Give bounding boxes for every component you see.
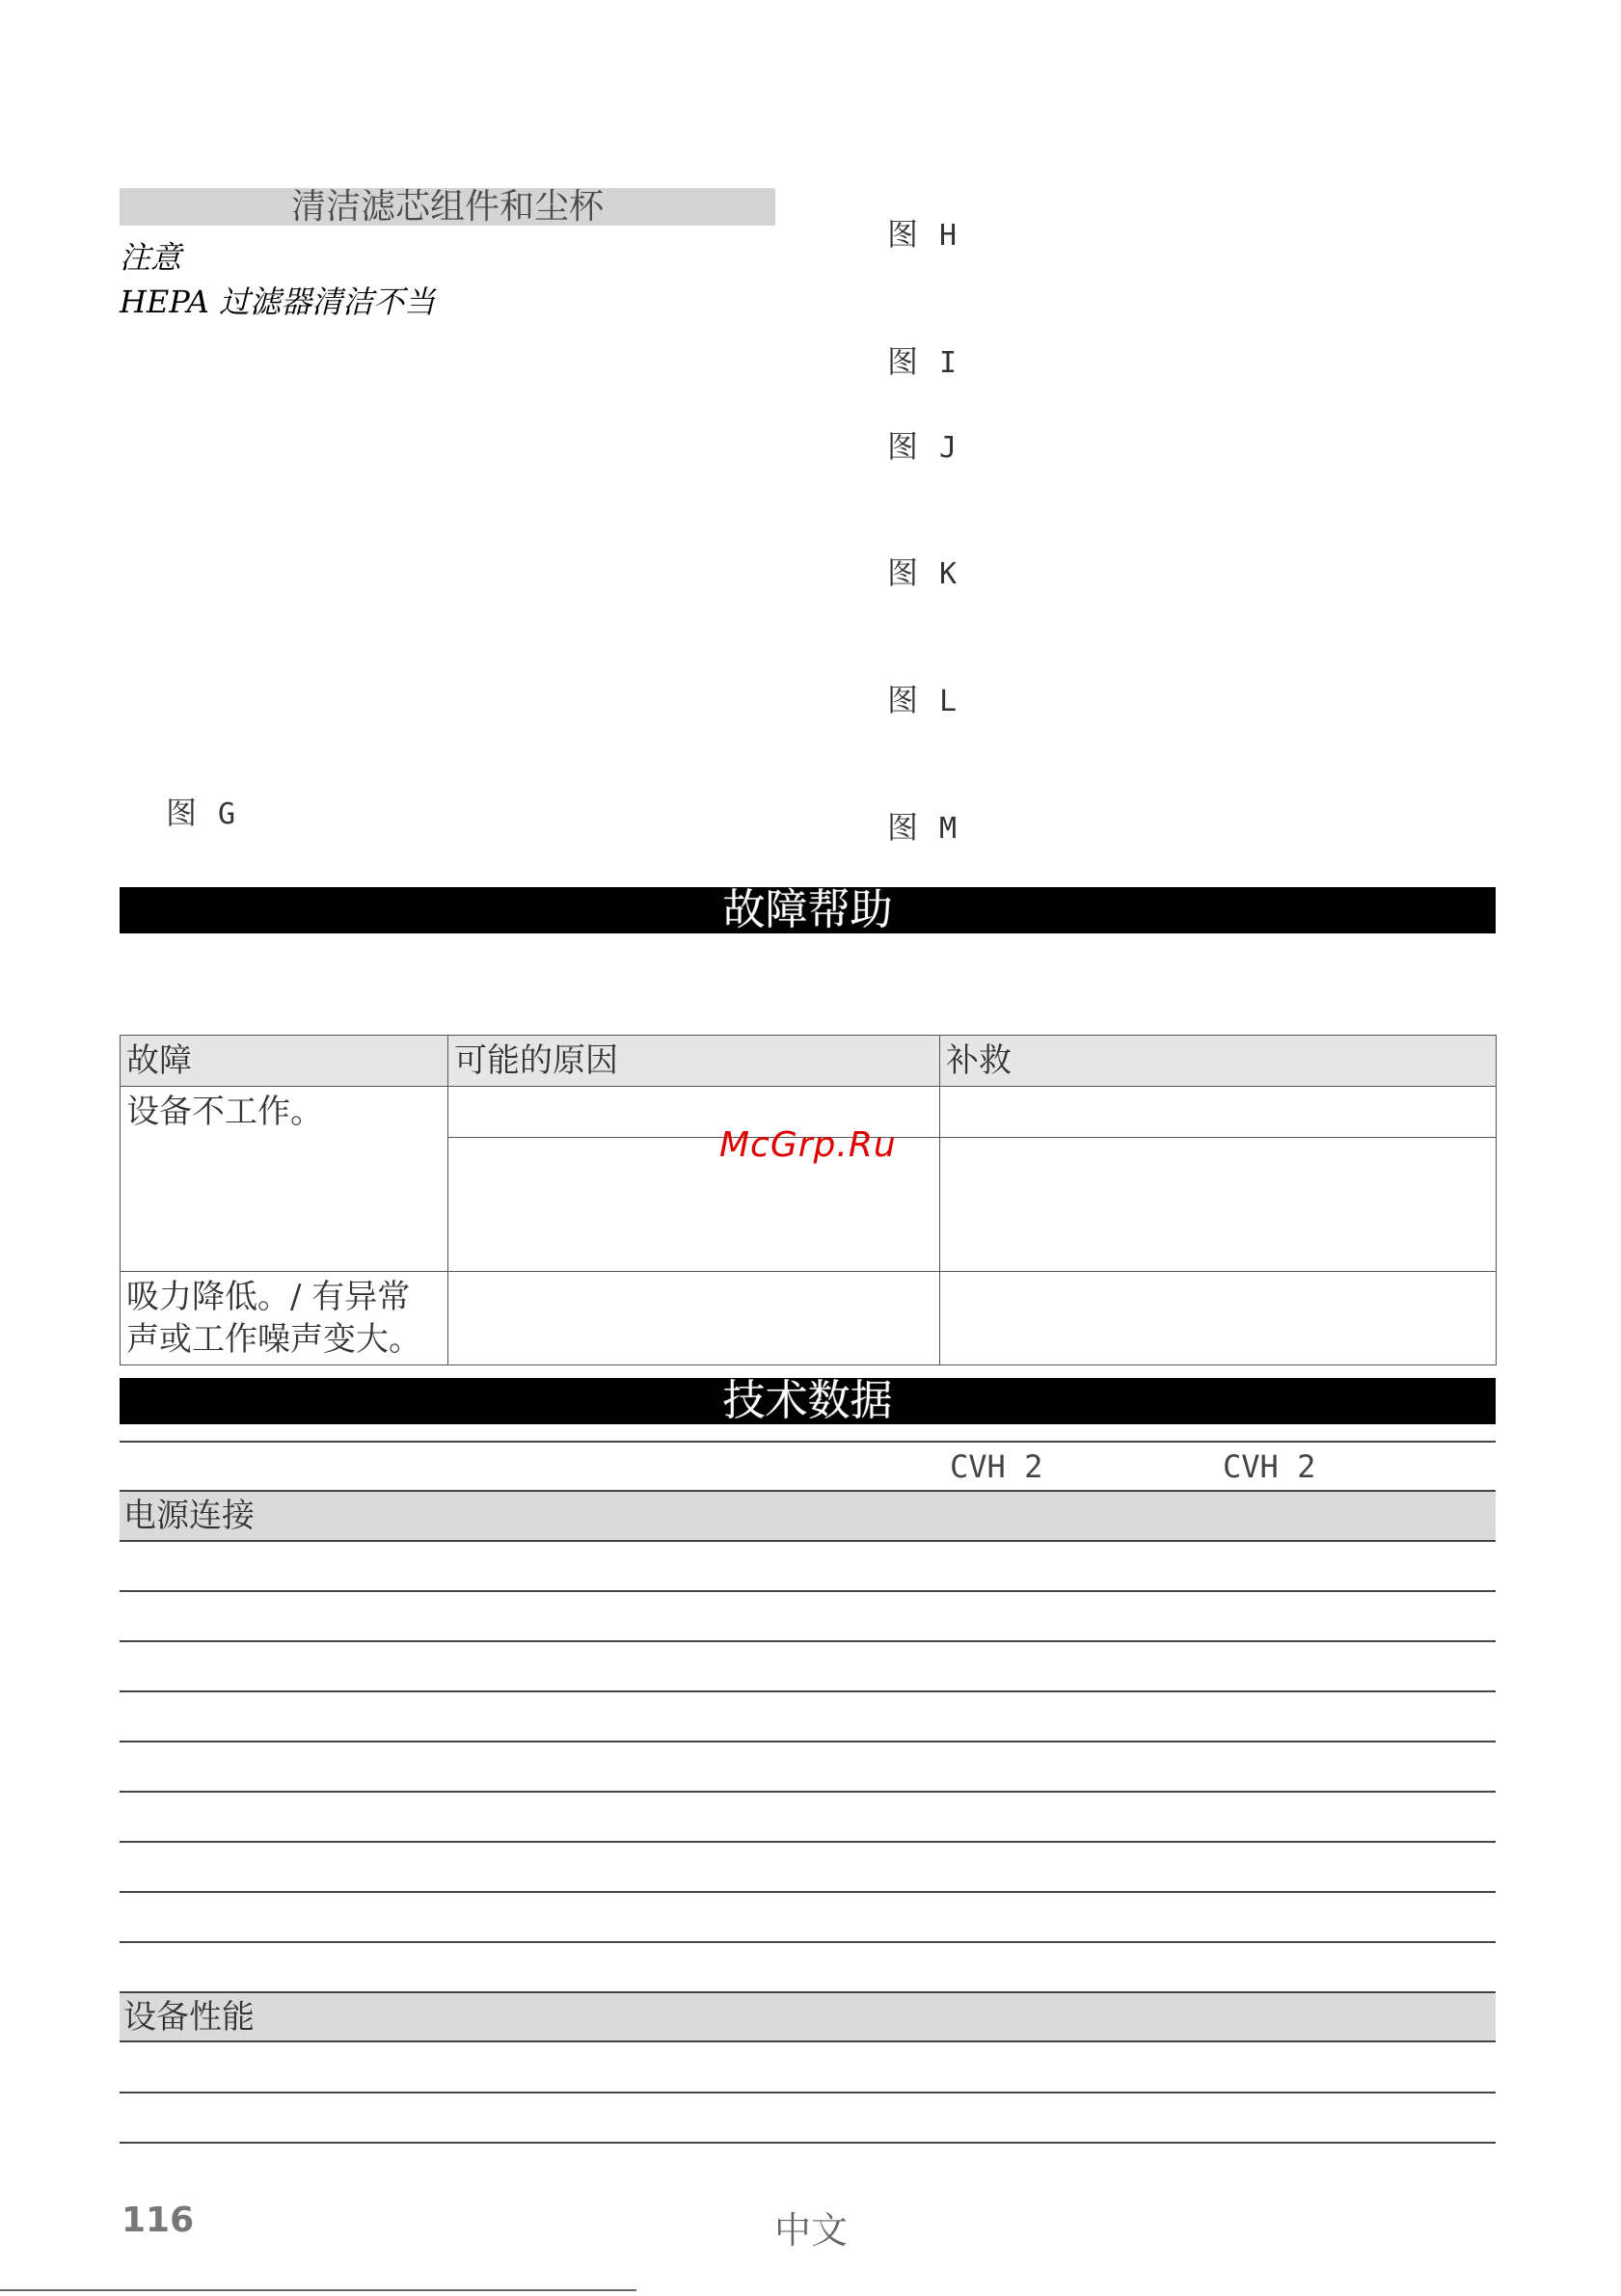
fault-cell: 吸力降低。/ 有异常声或工作噪声变大。 <box>121 1272 448 1365</box>
figure-ref-l <box>887 676 957 720</box>
figure-label: 图 <box>887 428 919 465</box>
figure-letter: L <box>939 685 958 718</box>
figure-label: 图 <box>166 795 198 831</box>
figure-label: 图 <box>887 343 919 380</box>
header-fault: 故障 <box>121 1036 448 1087</box>
cause-cell <box>448 1272 940 1365</box>
section-title-cleaning: 清洁滤芯组件和尘杯 <box>120 188 775 226</box>
figure-ref-g <box>166 789 235 833</box>
remedy-cell <box>940 1272 1497 1365</box>
figure-letter: J <box>939 431 958 465</box>
table-row <box>121 1272 1497 1365</box>
figure-letter: K <box>939 557 958 591</box>
model-column-1: CVH 2 <box>950 1448 1043 1485</box>
figure-label: 图 <box>887 216 919 253</box>
note-label: 注意 <box>120 239 182 276</box>
figure-ref-m <box>887 803 957 848</box>
figure-letter: H <box>939 219 958 253</box>
divider <box>120 2040 1496 2042</box>
header-cause: 可能的原因 <box>448 1036 940 1087</box>
note-text: HEPA 过滤器清洁不当 <box>120 284 436 320</box>
section-title-troubleshooting <box>120 887 1496 933</box>
group-power-connection: 电源连接 <box>120 1492 1496 1540</box>
divider <box>120 2092 1496 2093</box>
table-header-row <box>121 1036 1497 1087</box>
divider <box>120 1690 1496 1692</box>
section-title-text: 技术数据 <box>722 1376 893 1425</box>
section-title-text: 故障帮助 <box>722 885 893 934</box>
section-title-tech-data <box>120 1378 1496 1424</box>
figure-letter: M <box>939 812 958 846</box>
language-label: 中文 <box>774 2209 849 2252</box>
figure-label: 图 <box>887 554 919 591</box>
watermark: McGrp.Ru <box>719 1125 897 1165</box>
divider <box>120 2142 1496 2144</box>
figure-letter: G <box>218 797 236 831</box>
bottom-rule <box>0 2289 636 2291</box>
figure-ref-j <box>887 422 957 467</box>
header-remedy: 补救 <box>940 1036 1497 1087</box>
page-number: 116 <box>122 2201 195 2240</box>
divider <box>120 1441 1496 1443</box>
divider <box>120 1540 1496 1542</box>
figure-ref-k <box>887 549 957 593</box>
divider <box>120 1741 1496 1742</box>
remedy-cell <box>940 1087 1497 1138</box>
divider <box>120 1590 1496 1592</box>
figure-ref-h <box>887 210 957 255</box>
troubleshooting-table <box>120 1035 1497 1365</box>
model-column-2: CVH 2 <box>1223 1448 1316 1485</box>
figure-ref-i <box>887 338 957 382</box>
divider <box>120 1941 1496 1943</box>
divider <box>120 1841 1496 1843</box>
divider <box>120 1891 1496 1893</box>
figure-label: 图 <box>887 682 919 718</box>
figure-label: 图 <box>887 809 919 846</box>
divider <box>120 1791 1496 1793</box>
group-performance: 设备性能 <box>120 1993 1496 2040</box>
figure-letter: I <box>939 346 958 380</box>
remedy-cell <box>940 1138 1497 1272</box>
fault-cell: 设备不工作。 <box>121 1087 448 1272</box>
divider <box>120 1640 1496 1642</box>
